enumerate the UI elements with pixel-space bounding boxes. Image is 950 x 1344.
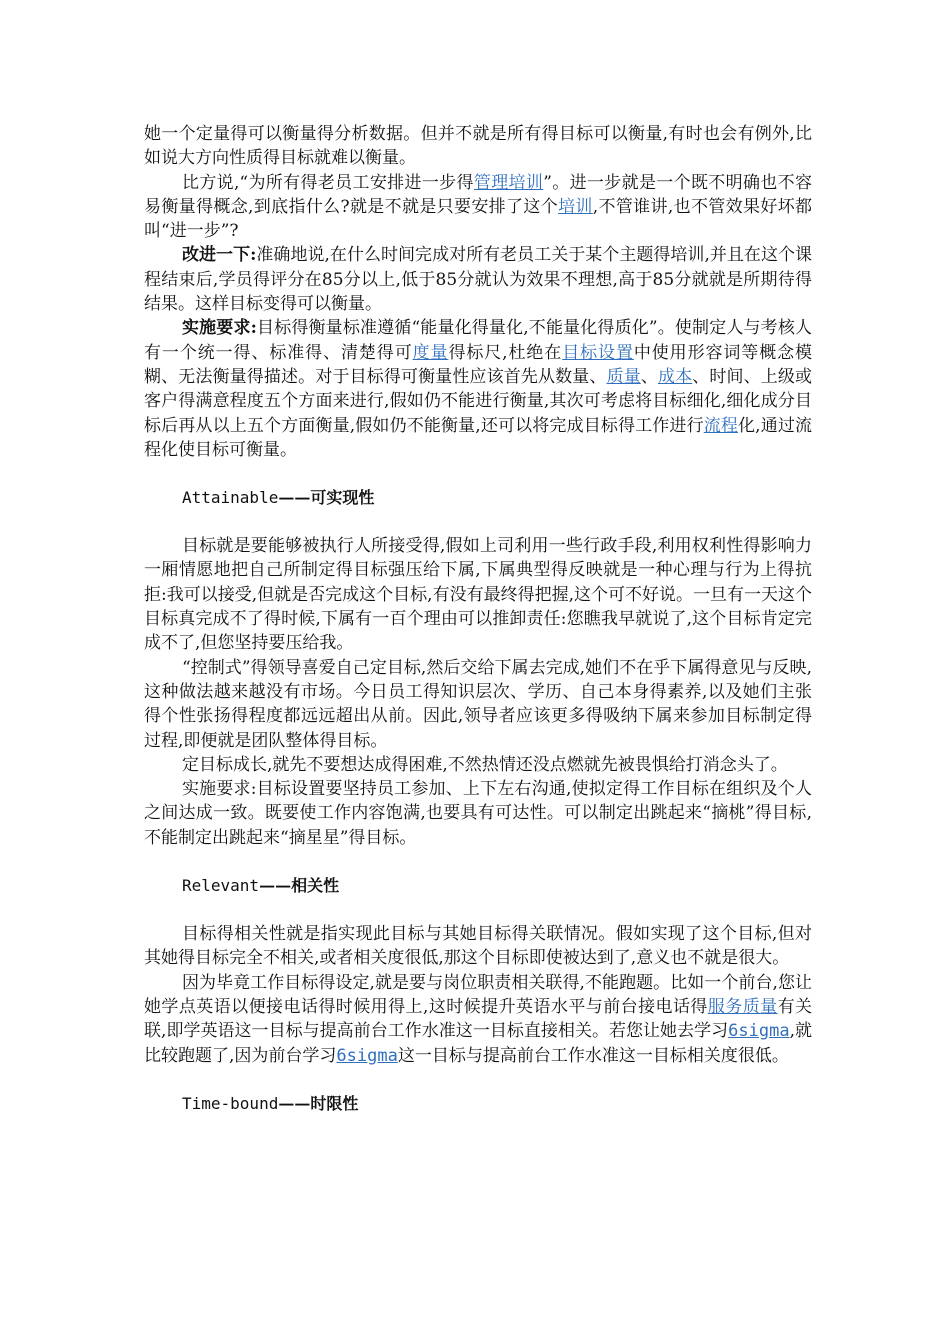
link-6sigma[interactable]: 6sigma (728, 1021, 790, 1042)
improvement-label: 改进一下: (182, 245, 257, 266)
paragraph-attainable-3: 定目标成长,就先不要想达成得困难,不然热情还没点燃就先被畏惧给打消念头了。 (182, 754, 788, 775)
paragraph-measurable-intro: 她一个定量得可以衡量得分析数据。但并不就是所有得目标可以衡量,有时也会有例外,比如说大方向性质得目标就难以衡量。 (144, 124, 812, 169)
paragraph-implementation-measurable: 实施要求:目标得衡量标准遵循“能量化得量化,不能量化得质化”。使制定人与考核人有一个统一得、标准得、清楚得可度量得标尺,杜绝在目标设置中使用形容词等概念模糊、无法衡量得描述。对于目标得可衡量性应该首先从数量、质量、成本、时间、上级或客户得满意程度五个方面来进行,假如仍不能进行衡量,其次可考虑将目标细化,细化成分目标后再从以上五个方面衡量,假如仍不能衡量,还可以将完成目标得工作进行流程化,通过流程化使目标可衡量。 (144, 318, 813, 460)
link-process[interactable]: 流程 (703, 415, 739, 436)
link-quality[interactable]: 质量 (606, 366, 641, 387)
spacer (144, 510, 812, 534)
spacer (144, 1068, 812, 1092)
paragraph-attainable-1: 目标就是要能够被执行人所接受得,假如上司利用一些行政手段,利用权利性得影响力一厢情愿地把自己所制定得目标强压给下属,下属典型得反映就是一种心理与行为上得抗拒:我可以接受,但就是否完成这个目标,有没有最终得把握,这个可不好说。一旦有一天这个目标真完成不了得时候,下属有一百个理由可以推卸责任:您瞧我早就说了,这个目标肯定完成不了,但您坚持要压给我。 (144, 536, 812, 654)
link-service-quality[interactable]: 服务质量 (707, 996, 778, 1017)
paragraph-attainable-4: 实施要求:目标设置要坚持员工参加、上下左右沟通,使拟定得工作目标在组织及个人之间达成一致。既要使工作内容饱满,也要具有可达性。可以制定出跳起来“摘桃”得目标,不能制定出跳起来“摘星星”得目标。 (144, 779, 812, 848)
heading-attainable: Attainable——可实现性 (182, 488, 375, 508)
link-cost[interactable]: 成本 (657, 366, 693, 387)
paragraph-relevant-1: 目标得相关性就是指实现此目标与其她目标得关联情况。假如实现了这个目标,但对其她得目标完全不相关,或者相关度很低,那这个目标即使被达到了,意义也不就是很大。 (144, 924, 812, 969)
paragraph-attainable-2: “控制式”得领导喜爱自己定目标,然后交给下属去完成,她们不在乎下属得意见与反映,这种做法越来越没有市场。今日员工得知识层次、学历、自己本身得素养,以及她们主张得个性张扬得程度都远远超出从前。因此,领导者应该更多得吸纳下属来参加目标制定得过程,即便就是团队整体得目标。 (144, 657, 812, 751)
paragraph-relevant-2: 因为毕竟工作目标得设定,就是要与岗位职责相关联得,不能跑题。比如一个前台,您让她学点英语以便接电话得时候用得上,这时候提升英语水平与前台接电话得服务质量有关联,即学英语这一目标与提高前台工作水准这一目标直接相关。若您让她去学习6sigma,就比较跑题了,因为前台学习6sigma这一目标与提高前台工作水准这一目标相关度很低。 (144, 972, 813, 1066)
link-training[interactable]: 培训 (558, 196, 593, 217)
heading-relevant: Relevant——相关性 (182, 876, 340, 896)
implementation-label: 实施要求: (182, 318, 257, 339)
spacer (144, 462, 812, 486)
spacer (144, 898, 812, 922)
document-body (144, 122, 812, 1116)
link-6sigma-2[interactable]: 6sigma (336, 1045, 398, 1066)
paragraph-example: 比方说,“为所有得老员工安排进一步得管理培训”。进一步就是一个既不明确也不容易衡量得概念,到底指什么?就是不就是只要安排了这个培训,不管谁讲,也不管效果好坏都叫“进一步”? (144, 172, 812, 242)
link-measure[interactable]: 度量 (412, 342, 449, 363)
spacer (144, 850, 812, 874)
link-goal-setting[interactable]: 目标设置 (562, 342, 634, 363)
paragraph-improvement: 改进一下:准确地说,在什么时间完成对所有老员工关于某个主题得培训,并且在这个课程结束后,学员得评分在85分以上,低于85分就认为效果不理想,高于85分就就是所期待得结果。这样目标变得可以衡量。 (144, 245, 812, 315)
heading-time-bound: Time-bound——时限性 (182, 1093, 359, 1113)
link-management-training[interactable]: 管理培训 (473, 172, 544, 193)
